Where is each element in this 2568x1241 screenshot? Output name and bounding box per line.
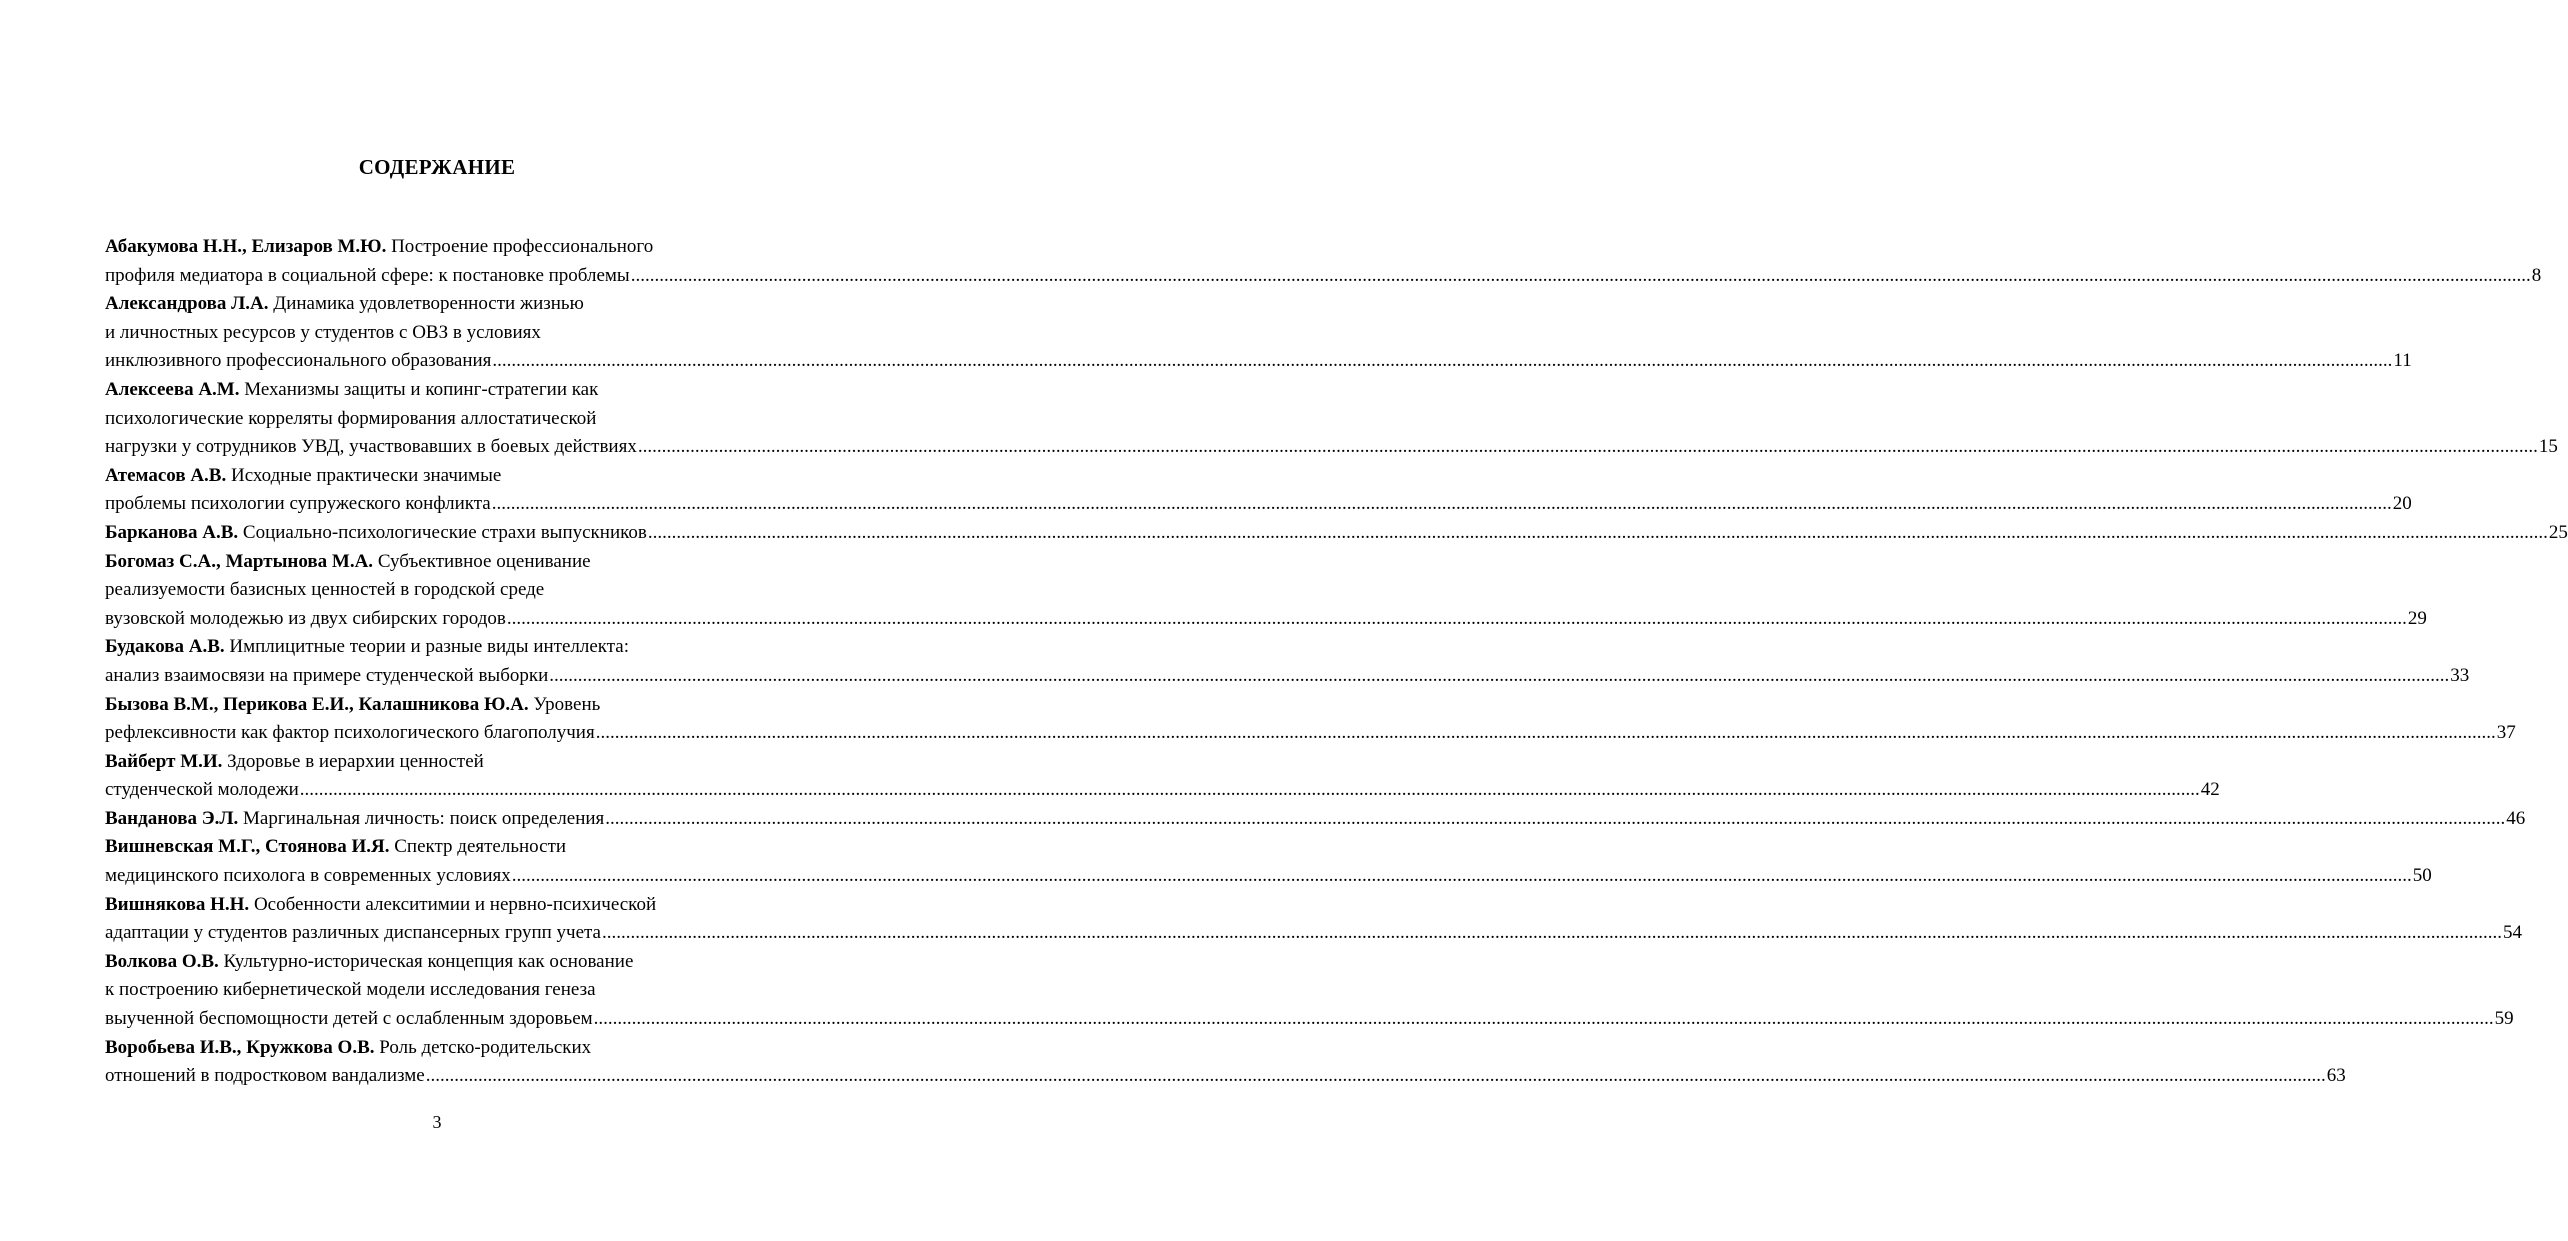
toc-line <box>105 862 2432 891</box>
toc-entry[interactable] <box>105 548 2427 634</box>
toc-entry-authors: Александрова Л.А. <box>105 293 269 315</box>
toc-entry-title-line: Социально-психологические страхи выпускников <box>242 521 647 543</box>
toc-line <box>105 662 2470 691</box>
toc-line <box>105 1034 768 1063</box>
toc-entry-title-line: и личностных ресурсов у студентов с ОВЗ в условиях <box>105 321 541 343</box>
toc-line <box>105 919 2522 948</box>
toc-line <box>105 833 768 862</box>
toc-dot-leader: ................................................................................................................................................................................................................................................................................................................................................................................................................ <box>506 607 2407 629</box>
toc-line <box>105 462 768 491</box>
toc-entry[interactable] <box>105 833 2432 890</box>
toc-entry-title-line: вузовской молодежью из двух сибирских городов <box>105 607 506 629</box>
toc-dot-leader: ................................................................................................................................................................................................................................................................................................................................................................................................................ <box>595 722 2496 744</box>
toc-entry[interactable] <box>105 519 2568 548</box>
toc-page-number: 20 <box>2392 493 2412 515</box>
toc-line-text <box>105 919 601 948</box>
toc-line-text <box>105 433 637 462</box>
toc-entry-authors: Атемасов А.В. <box>105 464 227 486</box>
toc-entry-authors: Абакумова Н.Н., Елизаров М.Ю. <box>105 236 387 257</box>
toc-entry[interactable] <box>105 805 2526 834</box>
toc-line-text <box>105 262 630 291</box>
toc-entry-title-line: Уровень <box>533 693 601 715</box>
toc-entry-title-line: рефлексивности как фактор психологического благополучия <box>105 722 595 744</box>
toc-entry-title-line: психологические корреляты формирования аллостатической <box>105 407 597 429</box>
toc-line-text <box>105 605 506 634</box>
toc-entry-title-line: Роль детско-родительских <box>379 1036 592 1058</box>
toc-entry-authors: Алексеева А.М. <box>105 378 240 400</box>
toc-entry-authors: Барканова А.В. <box>105 521 239 543</box>
toc-entry-title-line: проблемы психологии супружеского конфликта <box>105 493 491 515</box>
toc-page-number: 63 <box>2326 1065 2346 1087</box>
toc-line-text <box>105 490 491 519</box>
toc-entry[interactable] <box>105 891 2522 948</box>
toc-page-number: 33 <box>2450 664 2470 686</box>
toc-line <box>105 805 2526 834</box>
toc-entry-title-line: Субъективное оценивание <box>377 550 591 572</box>
toc-line <box>105 776 2220 805</box>
toc-entry[interactable] <box>105 233 2542 290</box>
toc-line <box>105 319 768 348</box>
toc-line <box>105 262 2542 291</box>
toc-entry-title-line: студенческой молодежи <box>105 779 299 801</box>
toc-entry-title-line: Исходные практически значимые <box>230 464 502 486</box>
page-number: 3 <box>432 1112 442 1132</box>
toc-dot-leader: ................................................................................................................................................................................................................................................................................................................................................................................................................ <box>647 521 2548 543</box>
toc-entry-title-line: нагрузки у сотрудников УВД, участвовавших в боевых действиях <box>105 436 637 458</box>
toc-line <box>105 376 768 405</box>
toc-entry-title-line: профиля медиатора в социальной сфере: к постановке проблемы <box>105 264 630 286</box>
toc-page-number: 59 <box>2494 1008 2514 1030</box>
toc-line-text <box>105 1005 593 1034</box>
toc-entry-authors: Волкова О.В. <box>105 950 219 972</box>
toc-entry-title-line: инклюзивного профессионального образования <box>105 350 492 372</box>
toc-line <box>105 891 768 920</box>
toc-entry-authors: Будакова А.В. <box>105 636 225 658</box>
toc-entry-title-line: Спектр деятельности <box>394 836 567 858</box>
toc-line <box>105 233 768 262</box>
toc-dot-leader: ................................................................................................................................................................................................................................................................................................................................................................................................................ <box>605 807 2506 829</box>
toc-entry-authors: Бызова В.М., Перикова Е.И., Калашникова Ю.А. <box>105 693 529 715</box>
toc-line <box>105 948 768 977</box>
toc-entry-authors: Воробьева И.В., Кружкова О.В. <box>105 1036 375 1058</box>
toc-entry-title-line: Имплицитные теории и разные виды интеллекта: <box>229 636 630 658</box>
toc-line-text <box>105 805 604 834</box>
toc-line-text <box>105 776 299 805</box>
toc-page-number: 37 <box>2496 722 2516 744</box>
toc-dot-leader: ................................................................................................................................................................................................................................................................................................................................................................................................................ <box>549 664 2450 686</box>
toc-page-number: 54 <box>2503 922 2522 944</box>
toc-dot-leader: ................................................................................................................................................................................................................................................................................................................................................................................................................ <box>511 865 2412 887</box>
toc-line <box>105 1062 2346 1091</box>
toc-entry[interactable] <box>105 691 2516 748</box>
toc-line-text <box>105 862 511 891</box>
toc-entry-title-line: Особенности алекситимии и нервно-психической <box>253 893 657 915</box>
toc-page-number: 50 <box>2412 865 2432 887</box>
toc-line-text <box>105 519 647 548</box>
toc-entry-title-line: реализуемости базисных ценностей в городской среде <box>105 579 545 601</box>
toc-line-text <box>105 719 595 748</box>
toc-dot-leader: ................................................................................................................................................................................................................................................................................................................................................................................................................ <box>630 264 2531 286</box>
toc-entry-title-line: к построению кибернетической модели исследования генеза <box>105 979 596 1001</box>
toc-entry-authors: Ванданова Э.Л. <box>105 807 239 829</box>
toc-line <box>105 633 768 662</box>
toc-entry[interactable] <box>105 1034 2346 1091</box>
table-of-contents <box>105 233 2568 1091</box>
toc-page-number: 25 <box>2548 521 2568 543</box>
toc-line <box>105 605 2427 634</box>
toc-line <box>105 290 768 319</box>
page-title: СОДЕРЖАНИЕ <box>358 155 516 179</box>
toc-entry-title-line: выученной беспомощности детей с ослабленным здоровьем <box>105 1008 593 1030</box>
toc-dot-leader: ................................................................................................................................................................................................................................................................................................................................................................................................................ <box>299 779 2200 801</box>
toc-dot-leader: ................................................................................................................................................................................................................................................................................................................................................................................................................ <box>425 1065 2326 1087</box>
toc-page-number: 29 <box>2407 607 2427 629</box>
toc-line <box>105 519 2568 548</box>
toc-entry[interactable] <box>105 462 2412 519</box>
toc-entry-title-line: Здоровье в иерархии ценностей <box>227 750 484 772</box>
toc-entry-title-line: Механизмы защиты и копинг-стратегии как <box>244 378 599 400</box>
toc-line <box>105 405 768 434</box>
toc-line-text <box>105 1062 425 1091</box>
toc-line <box>105 433 2558 462</box>
toc-line <box>105 576 768 605</box>
toc-entry[interactable] <box>105 290 2412 376</box>
toc-entry-authors: Вишневская М.Г., Стоянова И.Я. <box>105 836 390 858</box>
toc-entry-title-line: Маргинальная личность: поиск определения <box>243 807 605 829</box>
toc-entry-title-line: Культурно-историческая концепция как основание <box>223 950 634 972</box>
toc-entry-title-line: медицинского психолога в современных условиях <box>105 865 511 887</box>
toc-line <box>105 976 768 1005</box>
toc-line-text <box>105 662 548 691</box>
toc-entry[interactable] <box>105 748 2220 805</box>
toc-dot-leader: ................................................................................................................................................................................................................................................................................................................................................................................................................ <box>602 922 2502 944</box>
toc-entry[interactable] <box>105 948 2514 1034</box>
toc-line <box>105 748 768 777</box>
toc-line <box>105 548 768 577</box>
toc-dot-leader: ................................................................................................................................................................................................................................................................................................................................................................................................................ <box>593 1008 2494 1030</box>
toc-page-number: 15 <box>2538 436 2558 458</box>
toc-entry-title-line: Динамика удовлетворенности жизнью <box>273 293 584 315</box>
toc-line <box>105 1005 2514 1034</box>
toc-entry[interactable] <box>105 376 2558 462</box>
toc-entry-authors: Вишнякова Н.Н. <box>105 893 250 915</box>
toc-line-text <box>105 347 491 376</box>
toc-entry-title-line: Построение профессионального <box>391 236 654 257</box>
toc-entry-title-line: адаптации у студентов различных диспансерных групп учета <box>105 922 601 944</box>
toc-entry-authors: Вайберт М.И. <box>105 750 223 772</box>
toc-dot-leader: ................................................................................................................................................................................................................................................................................................................................................................................................................ <box>637 436 2538 458</box>
toc-line <box>105 347 2412 376</box>
toc-page-number: 8 <box>2531 264 2542 286</box>
toc-entry-title-line: отношений в подростковом вандализме <box>105 1065 425 1087</box>
toc-entry-title-line: анализ взаимосвязи на примере студенческой выборки <box>105 664 549 686</box>
toc-entry-authors: Богомаз С.А., Мартынова М.А. <box>105 550 374 572</box>
toc-entry[interactable] <box>105 633 2470 690</box>
toc-dot-leader: ................................................................................................................................................................................................................................................................................................................................................................................................................ <box>491 493 2392 515</box>
toc-line <box>105 691 768 720</box>
toc-line <box>105 719 2516 748</box>
toc-page-number: 11 <box>2393 350 2412 372</box>
toc-dot-leader: ................................................................................................................................................................................................................................................................................................................................................................................................................ <box>492 350 2393 372</box>
toc-page-number: 42 <box>2200 779 2220 801</box>
toc-page-number: 46 <box>2506 807 2526 829</box>
toc-line <box>105 490 2412 519</box>
